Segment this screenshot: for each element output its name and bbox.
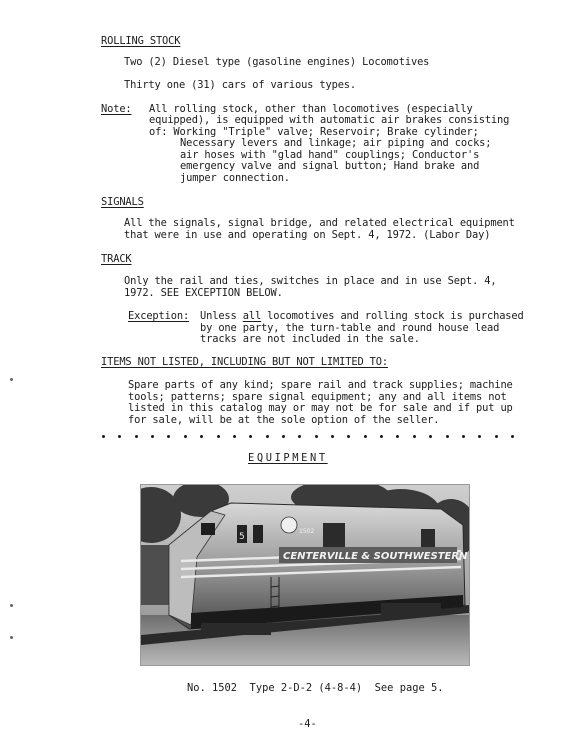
locomotive-lettering: CENTERVILLE & SOUTHWESTERN	[283, 551, 468, 562]
exception-line-3: tracks are not included in the sale.	[200, 333, 420, 345]
locomotive-door-numeral: 5	[239, 532, 245, 542]
items-line-4: for sale, will be at the sole option of the seller.	[128, 414, 440, 426]
punch-mark	[10, 636, 13, 639]
rolling-stock-line-1: Two (2) Diesel type (gasoline engines) Locomotives	[124, 56, 430, 68]
items-not-listed-heading: ITEMS NOT LISTED, INCLUDING BUT NOT LIMITED TO:	[101, 356, 388, 368]
locomotive-photo	[140, 484, 470, 666]
note-line-5: air hoses with "glad hand" couplings; Conductor's	[180, 149, 480, 161]
photo-caption: No. 1502 Type 2-D-2 (4-8-4) See page 5.	[187, 682, 444, 694]
rolling-stock-heading: ROLLING STOCK	[101, 35, 181, 47]
note-line-6: emergency valve and signal button; Hand brake and	[180, 160, 480, 172]
note-label: Note:	[101, 103, 132, 115]
note-line-7: jumper connection.	[180, 172, 290, 184]
page-number: -4-	[298, 718, 317, 730]
locomotive-number: 1502	[299, 528, 315, 535]
track-heading: TRACK	[101, 253, 132, 265]
exception-label: Exception:	[128, 310, 190, 322]
rolling-stock-line-2: Thirty one (31) cars of various types.	[124, 79, 357, 91]
exception-line-2: by one party, the turn-table and round house lead	[200, 322, 500, 334]
punch-mark	[10, 604, 13, 607]
track-line-2: 1972. SEE EXCEPTION BELOW.	[124, 287, 283, 299]
note-line-2: equipped), is equipped with automatic air brakes consisting	[149, 114, 510, 126]
note-line-4: Necessary levers and linkage; air piping and cocks;	[180, 137, 492, 149]
dotted-separator	[102, 432, 514, 440]
items-line-2: tools; patterns; spare signal equipment; any and all items not	[128, 391, 507, 403]
exception-line-1: Unless all locomotives and rolling stock is purchased	[200, 310, 524, 322]
items-line-3: listed in this catalog may or may not be for sale and if put up	[128, 402, 513, 414]
punch-mark	[10, 378, 13, 381]
note-line-3: of: Working "Triple" valve; Reservoir; Brake cylinder;	[149, 126, 479, 138]
signals-heading: SIGNALS	[101, 196, 144, 208]
track-line-1: Only the rail and ties, switches in place and in use Sept. 4,	[124, 275, 497, 287]
signals-line-2: that were in use and operating on Sept. 4, 1972. (Labor Day)	[124, 229, 491, 241]
signals-line-1: All the signals, signal bridge, and related electrical equipment	[124, 217, 515, 229]
note-line-1: All rolling stock, other than locomotives (especially	[149, 103, 473, 115]
exception-emphasis-word: all	[242, 310, 262, 322]
items-line-1: Spare parts of any kind; spare rail and track supplies; machine	[128, 379, 513, 391]
equipment-heading: EQUIPMENT	[248, 452, 328, 464]
